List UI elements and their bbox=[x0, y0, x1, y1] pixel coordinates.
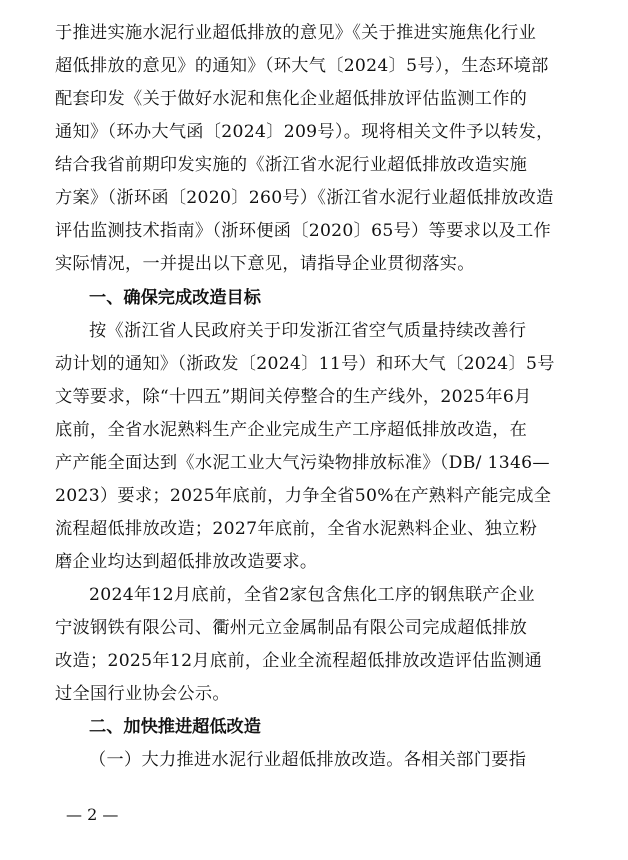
body-text-line: 于推进实施水泥行业超低排放的意见》《关于推进实施焦化行业 bbox=[55, 23, 537, 43]
body-text-line: 超低排放的意见》的通知》（环大气〔2024〕5号），生态环境部 bbox=[55, 56, 549, 76]
body-text-line: 评估监测技术指南》（浙环便函〔2020〕65号）等要求以及工作 bbox=[55, 221, 552, 241]
body-text-line: 动计划的通知》（浙政发〔2024〕11号）和环大气〔2024〕5号 bbox=[55, 354, 555, 374]
body-text-line: 改造；2025年12月底前，企业全流程超低排放改造评估监测通 bbox=[55, 651, 543, 671]
body-text-line: 配套印发《关于做好水泥和焦化企业超低排放评估监测工作的 bbox=[55, 89, 528, 109]
body-text-line: 结合我省前期印发实施的《浙江省水泥行业超低排放改造实施 bbox=[55, 155, 528, 175]
body-text-line: 底前，全省水泥熟料生产企业完成生产工序超低排放改造，在 bbox=[55, 420, 528, 440]
body-text-line: 按《浙江省人民政府关于印发浙江省空气质量持续改善行 bbox=[89, 321, 527, 341]
body-text-line: 通知》（环办大气函〔2024〕209号）。现将相关文件予以转发， bbox=[55, 122, 554, 142]
body-text-line: 过全国行业协会公示。 bbox=[55, 684, 230, 704]
section-heading: 二、加快推进超低改造 bbox=[89, 717, 261, 737]
body-text-line: 方案》（浙环函〔2020〕260号）《浙江省水泥行业超低排放改造 bbox=[55, 188, 554, 208]
section-heading: 一、确保完成改造目标 bbox=[89, 288, 261, 308]
body-text-line: （一）大力推进水泥行业超低排放改造。各相关部门要指 bbox=[89, 750, 527, 770]
body-text-line: 流程超低排放改造；2027年底前，全省水泥熟料企业、独立粉 bbox=[55, 519, 538, 539]
body-text-line: 磨企业均达到超低排放改造要求。 bbox=[55, 552, 318, 572]
body-text-line: 2024年12月底前，全省2家包含焦化工序的钢焦联产企业 bbox=[89, 585, 535, 605]
body-text-line: 文等要求，除“十四五”期间关停整合的生产线外，2025年6月 bbox=[55, 387, 532, 407]
body-text-line: 实际情况，一并提出以下意见，请指导企业贯彻落实。 bbox=[55, 254, 475, 274]
body-text-line: 2023）要求；2025年底前，力争全省50%在产熟料产能完成全 bbox=[55, 486, 552, 506]
body-text-line: 产产能全面达到《水泥工业大气污染物排放标准》（DB/ 1346— bbox=[55, 453, 550, 473]
page-number: — 2 — bbox=[66, 805, 119, 824]
body-text-line: 宁波钢铁有限公司、衢州元立金属制品有限公司完成超低排放 bbox=[55, 618, 528, 638]
